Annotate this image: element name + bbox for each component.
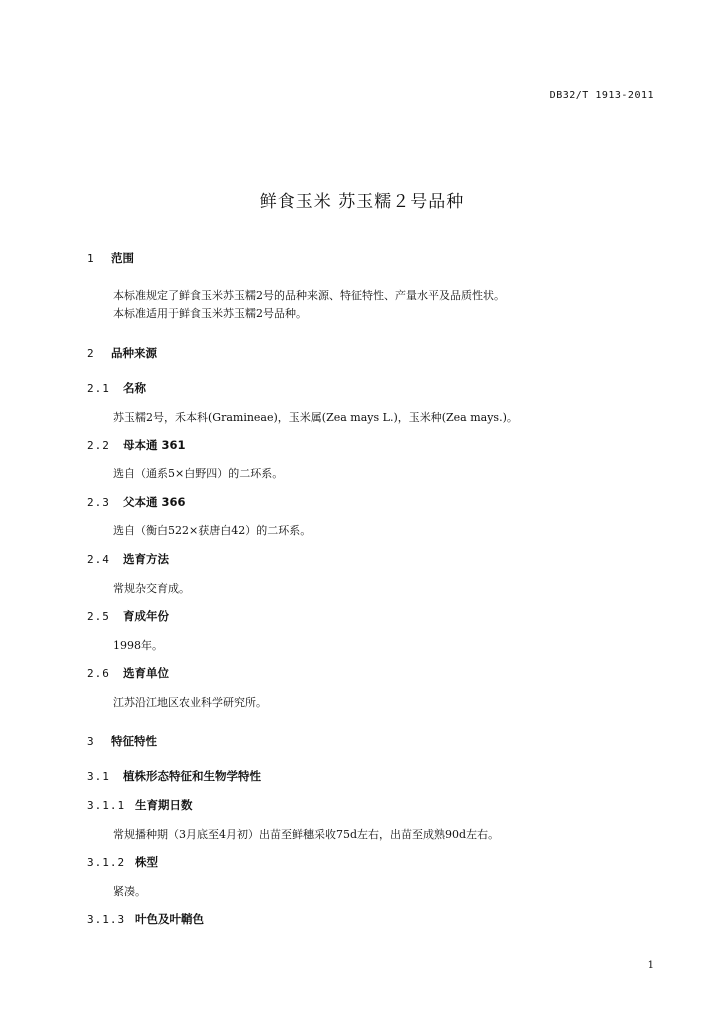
heading-number: 3.1.1	[87, 799, 126, 812]
heading-2-3	[87, 494, 186, 510]
heading-number: 1	[87, 252, 95, 265]
paragraph: 本标准适用于鲜食玉米苏玉糯2号品种。	[113, 307, 307, 320]
standard-code: DB32/T 1913-2011	[549, 90, 654, 101]
heading-3-1-1	[87, 797, 193, 813]
heading-title: 选育单位	[123, 666, 170, 680]
heading-title: 名称	[123, 381, 147, 395]
heading-2	[87, 345, 157, 361]
paragraph: 本标准规定了鲜食玉米苏玉糯2号的品种来源、特征特性、产量水平及品质性状。	[113, 289, 505, 302]
heading-2-1	[87, 380, 146, 396]
paragraph: 常规播种期（3月底至4月初）出苗至鲜穗采收75d左右，出苗至成熟90d左右。	[113, 828, 500, 841]
heading-number: 2.3	[87, 496, 110, 509]
heading-number: 2.6	[87, 667, 110, 680]
heading-title: 母本通 361	[123, 438, 186, 452]
paragraph: 1998年。	[113, 639, 163, 652]
heading-1	[87, 250, 134, 266]
heading-title: 叶色及叶鞘色	[135, 912, 205, 926]
heading-title: 品种来源	[111, 346, 158, 360]
heading-title: 父本通 366	[123, 495, 186, 509]
heading-number: 2.1	[87, 382, 110, 395]
heading-number: 3.1.3	[87, 913, 126, 926]
heading-number: 3.1.2	[87, 856, 126, 869]
heading-title: 育成年份	[123, 609, 170, 623]
heading-number: 2.2	[87, 439, 110, 452]
heading-2-2	[87, 437, 186, 453]
document-title: 鲜食玉米 苏玉糯２号品种	[259, 192, 465, 212]
heading-3-1-2	[87, 854, 158, 870]
paragraph: 选自（衡白522×获唐白42）的二环系。	[113, 524, 312, 537]
paragraph: 紧凑。	[113, 885, 146, 898]
heading-number: 2.5	[87, 610, 110, 623]
heading-title: 范围	[111, 251, 135, 265]
heading-title: 选育方法	[123, 552, 170, 566]
heading-title: 植株形态特征和生物学特性	[123, 769, 262, 783]
heading-3-1-3	[87, 911, 204, 927]
heading-2-4	[87, 551, 169, 567]
heading-number: 2.4	[87, 553, 110, 566]
heading-3	[87, 733, 157, 749]
heading-2-5	[87, 608, 169, 624]
heading-2-6	[87, 665, 169, 681]
paragraph: 常规杂交育成。	[113, 582, 190, 595]
heading-number: 3	[87, 735, 95, 748]
heading-number: 2	[87, 347, 95, 360]
heading-title: 生育期日数	[135, 798, 193, 812]
heading-title: 株型	[135, 855, 159, 869]
heading-number: 3.1	[87, 770, 110, 783]
paragraph: 选自（通系5×白野四）的二环系。	[113, 467, 284, 480]
heading-title: 特征特性	[111, 734, 158, 748]
page-number: 1	[647, 960, 654, 971]
heading-3-1	[87, 768, 261, 784]
paragraph: 江苏沿江地区农业科学研究所。	[113, 696, 267, 709]
paragraph: 苏玉糯2号，禾本科(Gramineae)，玉米属(Zea mays L.)，玉米种(Zea mays.)。	[113, 411, 518, 424]
